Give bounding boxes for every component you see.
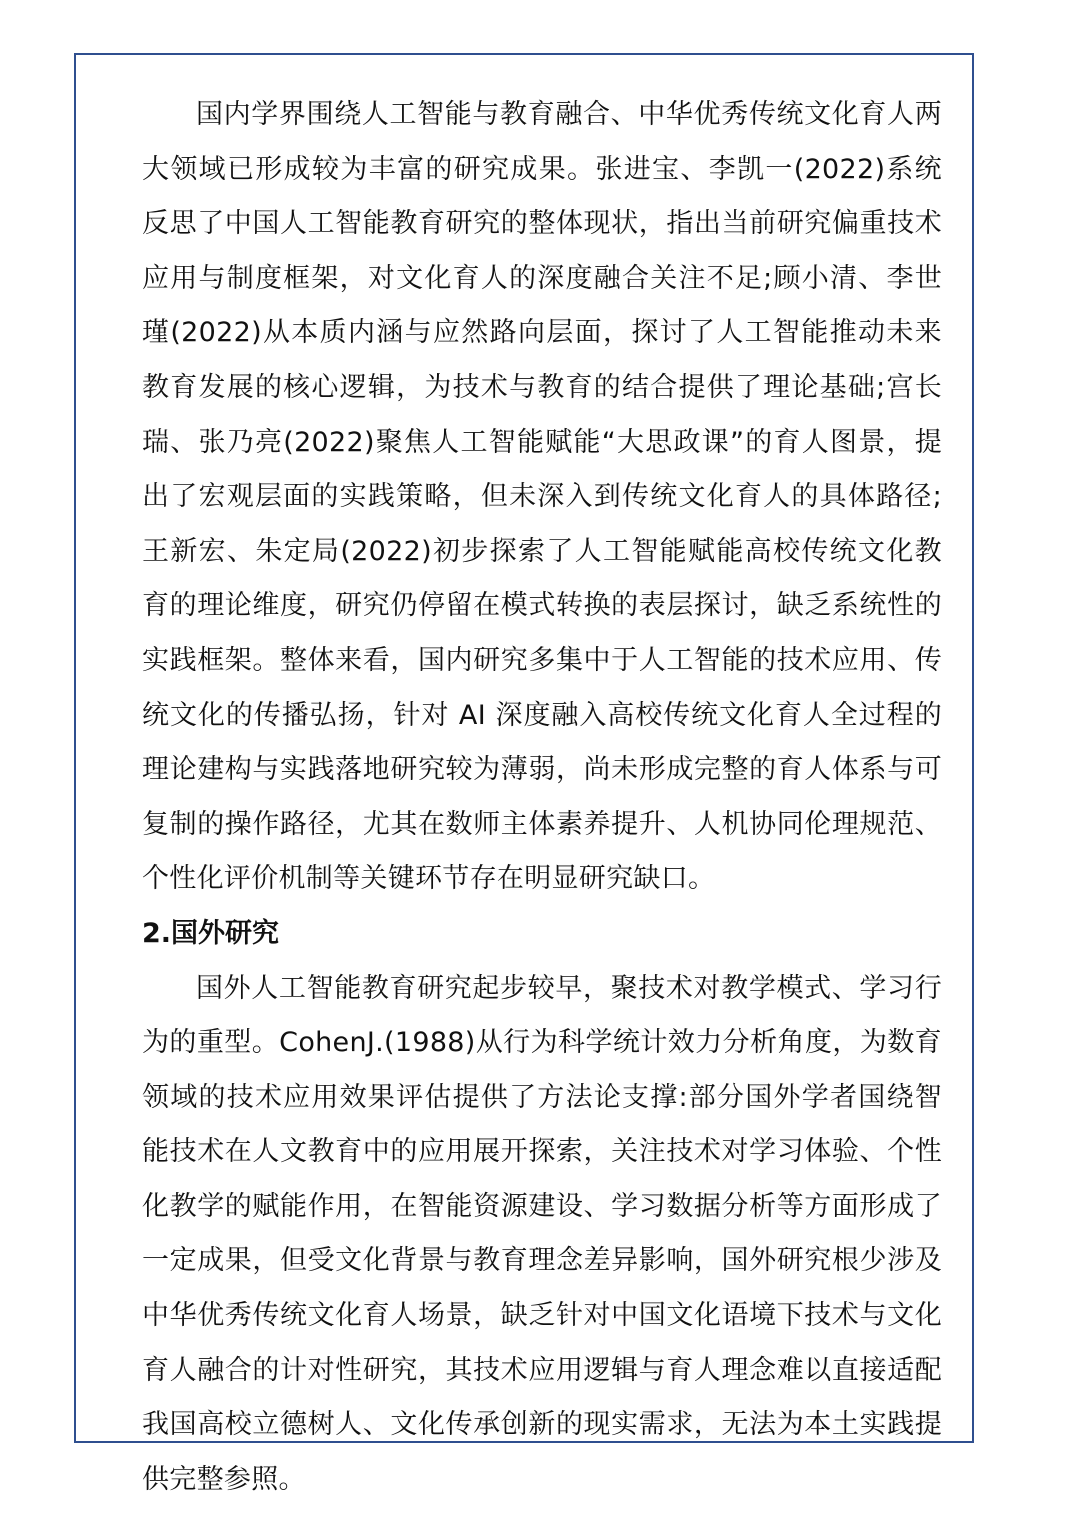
- paragraph-domestic-research: 国内学界围绕人工智能与教育融合、中华优秀传统文化育人两大领域已形成较为丰富的研究成果。张进宝、李凯一(2022)系统反思了中国人工智能教育研究的整体现状，指出当前研究偏重技术应用与制度框架，对文化育人的深度融合关注不足;顾小清、李世瑾(2022)从本质内涵与应然路向层面，探讨了人工智能推动未来教育发展的核心逻辑，为技术与教育的结合提供了理论基础;宫长瑞、张乃亮(2022)聚焦人工智能赋能“大思政课”的育人图景，提出了宏观层面的实践策略，但未深入到传统文化育人的具体路径;王新宏、朱定局(2022)初步探索了人工智能赋能高校传统文化教育的理论维度，研究仍停留在模式转换的表层探讨，缺乏系统性的实践框架。整体来看，国内研究多集中于人工智能的技术应用、传统文化的传播弘扬，针对 AI 深度融入高校传统文化育人全过程的理论建构与实践落地研究较为薄弱，尚未形成完整的育人体系与可复制的操作路径，尤其在数师主体素养提升、人机协同伦理规范、个性化评价机制等关键环节存在明显研究缺口。: [142, 99, 942, 895]
- paragraph-foreign-research: 国外人工智能教育研究起步较早，聚技术对教学模式、学习行为的重型。CohenJ.(1988)从行为科学统计效力分析角度，为数育领域的技术应用效果评估提供了方法论支撑:部分国外学者国绕智能技术在人文教育中的应用展开探索，关注技术对学习体验、个性化教学的赋能作用，在智能资源建设、学习数据分析等方面形成了一定成果，但受文化背景与教育理念差异影响，国外研究根少涉及中华优秀传统文化育人场景，缺乏针对中国文化语境下技术与文化育人融合的计对性研究，其技术应用逻辑与育人理念难以直接适配我国高校立德树人、文化传承创新的现实需求，无法为本土实践提供完整参照。: [142, 972, 942, 1495]
- section-heading-foreign-research: 2.国外研究: [142, 917, 280, 949]
- document-body: [142, 88, 942, 1507]
